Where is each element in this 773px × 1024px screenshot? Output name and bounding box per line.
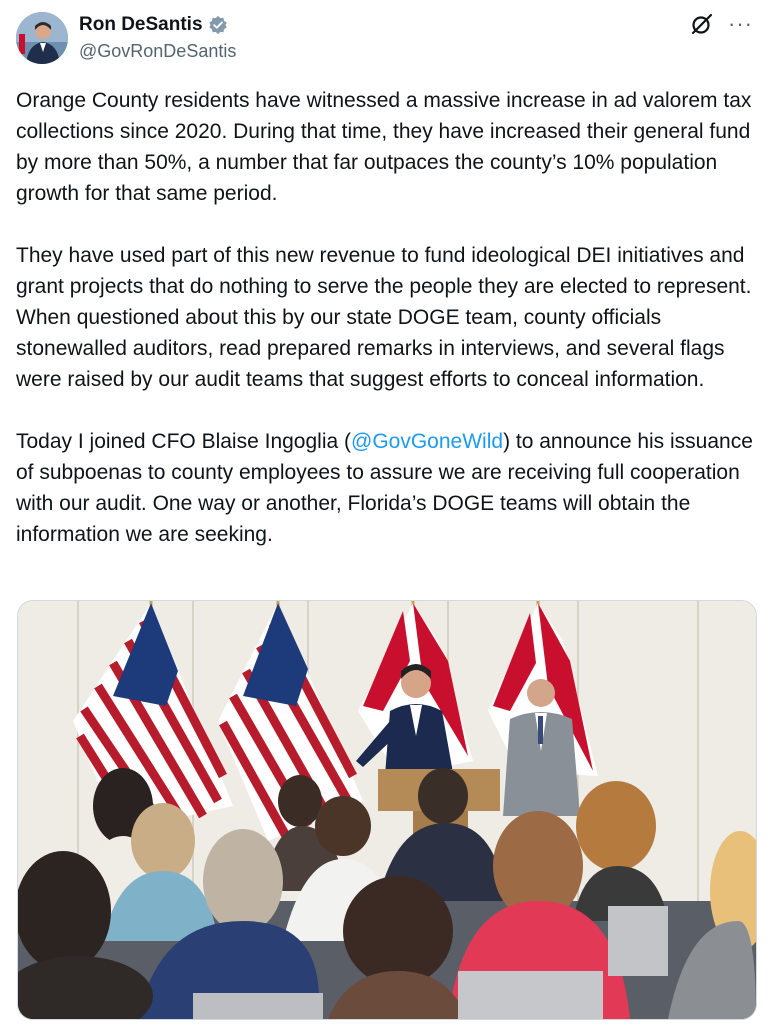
author-names [79, 13, 236, 63]
tweet-paragraph-1: Orange County residents have witnessed a massive increase in ad valorem tax collections since 2020. During that time, they have increased their general fund by more than 50%, a number that far outpaces the county’s 10% population growth for that same period. [16, 89, 752, 205]
grok-icon[interactable] [690, 12, 714, 36]
handle[interactable]: @GovRonDeSantis [79, 41, 237, 61]
more-icon[interactable]: ··· [728, 11, 753, 36]
mention-link[interactable]: @GovGoneWild [351, 430, 504, 453]
tweet-paragraph-3: Today I joined CFO Blaise Ingoglia (@GovGoneWild) to announce his issuance of subpoenas to county employees to assure we are receiving full cooperation with our audit. One way or another, Florida’s DOGE teams will obtain the information we are seeking. [16, 430, 753, 546]
tweet-text [16, 85, 761, 550]
display-name[interactable]: Ron DeSantis [79, 13, 236, 37]
tweet-actions [690, 12, 753, 36]
tweet-header [16, 10, 757, 70]
avatar[interactable] [16, 12, 68, 64]
verified-badge-icon [208, 15, 228, 35]
tweet-photo[interactable] [17, 600, 757, 1020]
tweet-paragraph-2: They have used part of this new revenue to fund ideological DEI initiatives and grant projects that do nothing to serve the people they are elected to represent. When questioned about this by our state DOGE team, county officials stonewalled auditors, read prepared remarks in interviews, and several flags were raised by our audit teams that suggest efforts to conceal information. [16, 244, 752, 391]
